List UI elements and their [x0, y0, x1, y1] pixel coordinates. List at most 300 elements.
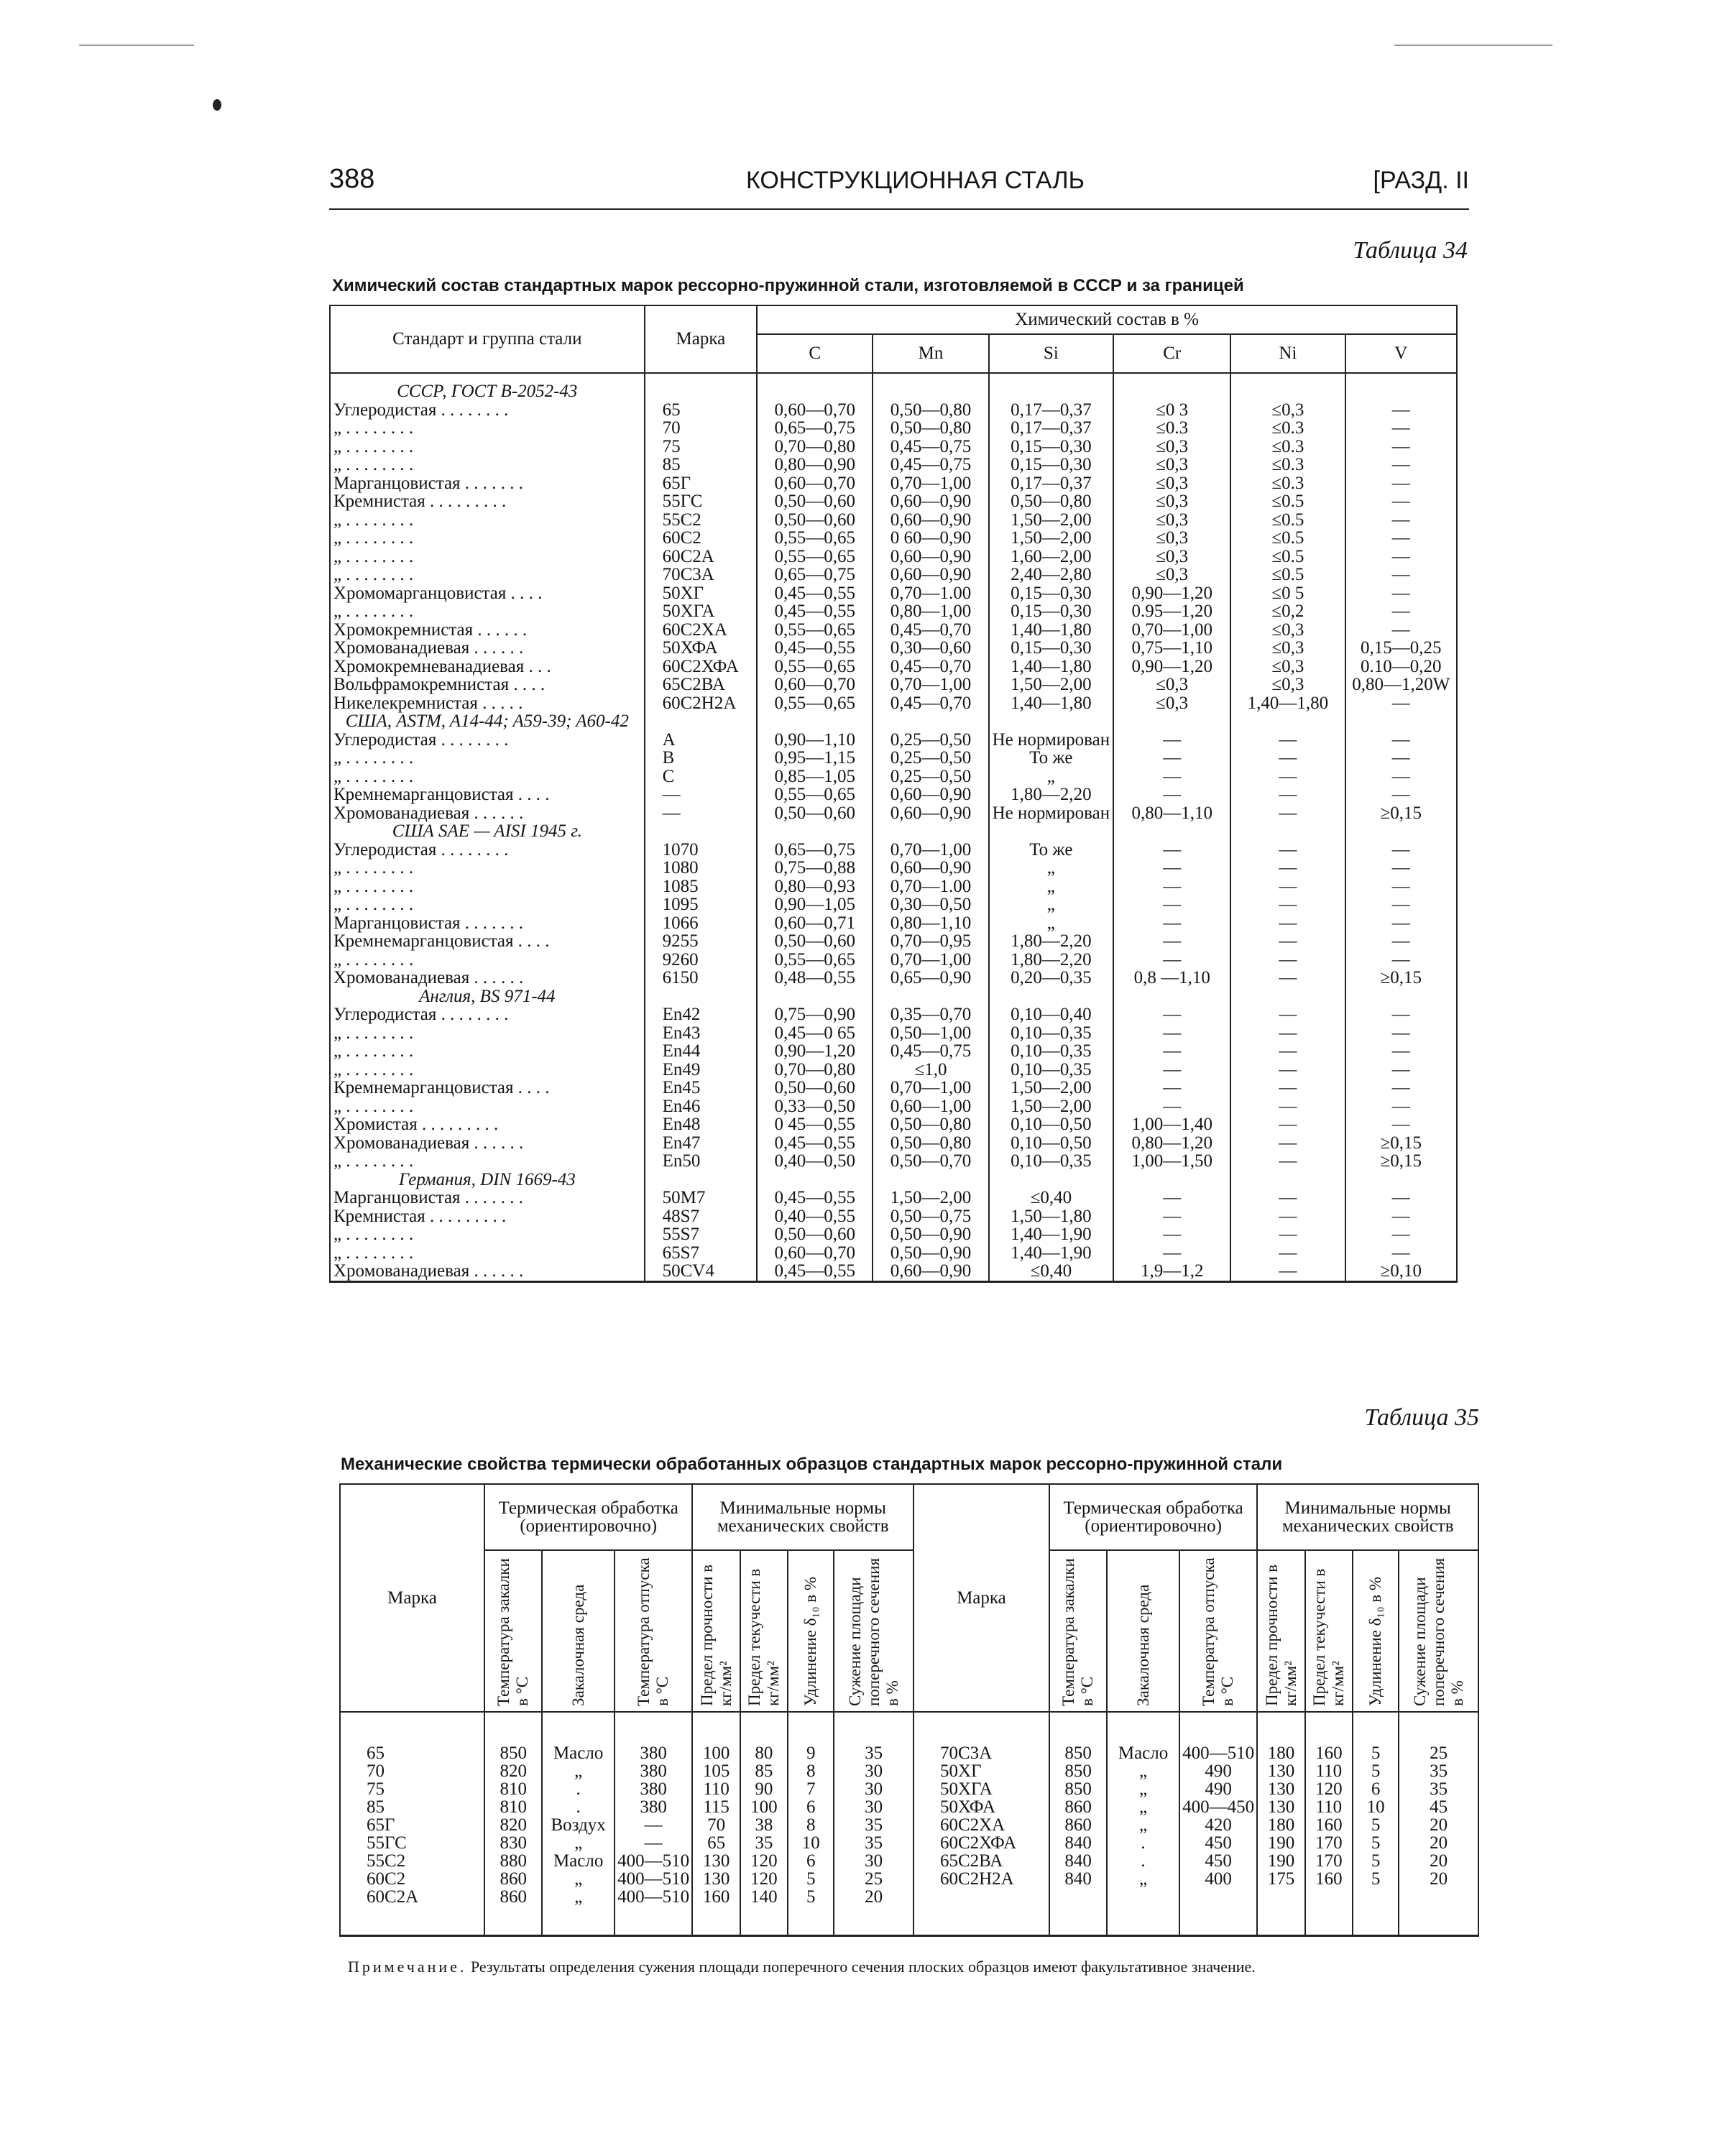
steel-mark: 55ГС: [645, 492, 758, 511]
composition-value: 1,50—2,00: [989, 1097, 1114, 1116]
table35-col-right-marks: [913, 1712, 1049, 1936]
composition-value: [1113, 1171, 1230, 1189]
composition-value: [757, 1171, 873, 1189]
table35-cell: 190: [1267, 1833, 1295, 1853]
composition-value: 0,70—1,00: [873, 474, 988, 493]
composition-value: [1230, 822, 1345, 841]
table35-cell: 860: [1064, 1815, 1092, 1835]
th35-col: [788, 1550, 834, 1712]
steel-group: „ . . . . . . . .: [330, 1097, 645, 1116]
steel-group: Кремнемарганцовистая . . . .: [330, 932, 645, 951]
steel-group: „ . . . . . . . .: [330, 768, 645, 786]
steel-group: „ . . . . . . . .: [330, 602, 645, 621]
steel-group: „ . . . . . . . .: [330, 877, 645, 896]
composition-value: ≤0,3: [1113, 474, 1230, 493]
composition-value: ≤0,3: [1113, 548, 1230, 566]
composition-value: 0,80—1,10: [1113, 804, 1230, 823]
composition-value: 0,15—0,30: [989, 639, 1114, 658]
steel-group: „ . . . . . . . .: [330, 1225, 645, 1244]
composition-value: [873, 987, 988, 1006]
composition-value: —: [1345, 877, 1457, 896]
composition-value: —: [1230, 1079, 1345, 1097]
composition-value: Не нормирован: [989, 731, 1114, 750]
composition-value: —: [1230, 914, 1345, 933]
table35-cell: 8: [806, 1761, 816, 1781]
composition-value: —: [1230, 859, 1345, 877]
composition-value: —: [1113, 877, 1230, 896]
composition-value: —: [1345, 1097, 1457, 1116]
composition-value: 0,55—0,65: [757, 786, 873, 804]
steel-group: „ . . . . . . . .: [330, 1061, 645, 1079]
composition-value: 0,55—0,65: [757, 658, 873, 676]
composition-value: 0,55—0,65: [757, 621, 873, 640]
composition-value: 0,70—1,00: [873, 951, 988, 969]
table35-cell: 100: [750, 1797, 778, 1817]
table34-row: [330, 914, 1457, 933]
composition-value: [989, 987, 1114, 1006]
steel-group: Хромованадиевая . . . . . .: [330, 1262, 645, 1281]
composition-value: [1113, 712, 1230, 731]
composition-value: 0,50—0,60: [757, 804, 873, 823]
steel-mark: En48: [645, 1115, 758, 1134]
composition-value: 0,75—0,88: [757, 859, 873, 877]
table35-cell: 180: [1267, 1815, 1295, 1835]
table35-cell: Масло: [553, 1851, 604, 1871]
table35-cell: 9: [806, 1743, 816, 1763]
table35-cell: 130: [702, 1869, 730, 1889]
composition-value: ≤0.5: [1230, 548, 1345, 566]
table35-cell: .: [1141, 1833, 1146, 1853]
table35-cell: 450: [1205, 1851, 1232, 1871]
composition-value: 0,80—1,10: [873, 914, 988, 933]
composition-value: 0,8 —1,10: [1113, 969, 1230, 987]
composition-value: 0,15—0,25: [1345, 639, 1457, 658]
table35-cell: 105: [702, 1761, 730, 1781]
table34-row: [330, 529, 1457, 548]
composition-value: ≤0,3: [1113, 492, 1230, 511]
steel-mark: 85: [645, 456, 758, 474]
steel-group: Вольфрамокремнистая . . . .: [330, 676, 645, 694]
composition-value: [989, 373, 1114, 401]
composition-value: 0,50—0,60: [757, 492, 873, 511]
composition-value: 0,80—0,93: [757, 877, 873, 896]
table34-row: [330, 859, 1457, 877]
table35-cell: „: [574, 1869, 583, 1889]
composition-value: ≤0,3: [1230, 676, 1345, 694]
table35-cell: 140: [750, 1887, 778, 1907]
composition-value: —: [1230, 804, 1345, 823]
composition-value: —: [1345, 529, 1457, 548]
composition-value: ≤0,3: [1113, 566, 1230, 584]
th-chem: Химический состав в %: [757, 305, 1457, 334]
th35-heat-right: Термическая обработка (ориентировочно): [1049, 1484, 1257, 1550]
table35-cell: 850: [1064, 1761, 1092, 1781]
steel-group: „ . . . . . . . .: [330, 419, 645, 438]
composition-value: —: [1113, 1005, 1230, 1024]
composition-value: [757, 373, 873, 401]
steel-group: „ . . . . . . . .: [330, 511, 645, 530]
composition-value: —: [1345, 511, 1457, 530]
composition-value: —: [1230, 895, 1345, 914]
composition-value: 0,50—0,70: [873, 1152, 988, 1171]
composition-value: —: [1345, 895, 1457, 914]
table35-cell: 110: [1315, 1761, 1343, 1781]
page-number: 388: [329, 164, 375, 194]
composition-value: —: [1345, 492, 1457, 511]
steel-mark: 1080: [645, 859, 758, 877]
composition-value: —: [1113, 1042, 1230, 1061]
composition-value: —: [1113, 786, 1230, 804]
table34-row: [330, 1207, 1457, 1226]
steel-mark: 9260: [645, 951, 758, 969]
composition-value: 0,50—0,60: [757, 1079, 873, 1097]
table35-cell: 38: [755, 1815, 773, 1835]
composition-value: 0,50—0,60: [757, 1225, 873, 1244]
composition-value: 0,10—0,40: [989, 1005, 1114, 1024]
composition-value: —: [1230, 1189, 1345, 1207]
table35-col-right-medium: [1107, 1712, 1179, 1936]
steel-mark: En44: [645, 1042, 758, 1061]
table35-col-left-temper: [615, 1712, 693, 1936]
composition-value: [1230, 712, 1345, 731]
table35-cell: 50ХФА: [939, 1797, 996, 1817]
th35-col: [1305, 1550, 1353, 1712]
composition-value: —: [1230, 1097, 1345, 1116]
th-el: Mn: [873, 334, 988, 373]
steel-group: Марганцовистая . . . . . . .: [330, 474, 645, 493]
table35-cell: 55С2: [367, 1851, 406, 1871]
composition-value: 0,60—0,90: [873, 492, 988, 511]
table35-cell: 85: [367, 1797, 385, 1817]
table34-row: [330, 548, 1457, 566]
composition-value: [873, 373, 988, 401]
table35-cell: 35: [865, 1833, 883, 1853]
composition-value: 2,40—2,80: [989, 566, 1114, 584]
composition-value: 0 60—0,90: [873, 529, 988, 548]
composition-value: ≤0 5: [1230, 584, 1345, 603]
table35-cell: 115: [703, 1797, 730, 1817]
th35-col-label: Предел прочности в кг/мм²: [697, 1565, 735, 1706]
composition-value: —: [1230, 786, 1345, 804]
composition-value: 0,70—0,95: [873, 932, 988, 951]
th35-col: [1257, 1550, 1304, 1712]
composition-value: —: [1230, 768, 1345, 786]
composition-value: „: [989, 914, 1114, 933]
composition-value: —: [1345, 1244, 1457, 1263]
table35-cell: 20: [1430, 1815, 1448, 1835]
steel-mark: 1070: [645, 841, 758, 860]
th35-col-label: Сужение площади поперечного сечения в %: [845, 1557, 901, 1706]
th35-col-label: Закалочная среда: [1133, 1584, 1152, 1706]
table34-row: [330, 1189, 1457, 1207]
steel-group: „ . . . . . . . .: [330, 566, 645, 584]
composition-value: 0,45—0,55: [757, 1134, 873, 1153]
composition-value: 1,40—1,80: [989, 621, 1114, 640]
th35-col: [1179, 1550, 1258, 1712]
composition-value: 0,40—0,50: [757, 1152, 873, 1171]
composition-value: —: [1230, 1134, 1345, 1153]
table35-cell: „: [1138, 1815, 1148, 1835]
composition-value: „: [989, 877, 1114, 896]
composition-value: —: [1113, 1097, 1230, 1116]
composition-value: —: [1113, 1244, 1230, 1263]
table35-cell: 860: [1064, 1797, 1092, 1817]
composition-value: —: [1230, 1225, 1345, 1244]
table35-cell: 60С2: [367, 1869, 406, 1889]
composition-value: ≤0.3: [1230, 419, 1345, 438]
composition-value: 0,15—0,30: [989, 584, 1114, 603]
table34-row: [330, 621, 1457, 640]
composition-value: 0,45—0,70: [873, 621, 988, 640]
composition-value: —: [1345, 731, 1457, 750]
composition-value: ≤0.5: [1230, 566, 1345, 584]
composition-value: 0 45—0,55: [757, 1115, 873, 1134]
table35-cell: 20: [1430, 1833, 1448, 1853]
composition-value: 1,00—1,50: [1113, 1152, 1230, 1171]
table34-row: [330, 951, 1457, 969]
composition-value: —: [1113, 841, 1230, 860]
table34-row: [330, 786, 1457, 804]
table35-cell: 850: [500, 1743, 527, 1763]
steel-group: „ . . . . . . . .: [330, 951, 645, 969]
table35-cell: 20: [1430, 1869, 1448, 1889]
composition-value: —: [1345, 1189, 1457, 1207]
table34-row: [330, 1024, 1457, 1043]
composition-value: 1,50—2,00: [989, 511, 1114, 530]
table35-cell: 7: [806, 1779, 816, 1799]
table34-row: [330, 895, 1457, 914]
steel-group: Кремнистая . . . . . . . . .: [330, 1207, 645, 1226]
composition-value: —: [1345, 1079, 1457, 1097]
table35-cell: „: [574, 1761, 583, 1781]
composition-value: —: [1230, 1061, 1345, 1079]
th-el: V: [1345, 334, 1457, 373]
composition-value: ≤0.5: [1230, 529, 1345, 548]
composition-value: 0,17—0,37: [989, 474, 1114, 493]
steel-mark: 60С2А: [645, 548, 758, 566]
composition-value: —: [1345, 841, 1457, 860]
table35-cell: 850: [1064, 1743, 1092, 1763]
composition-value: 0,45—0 65: [757, 1024, 873, 1043]
table35-cell: 380: [640, 1797, 667, 1817]
table35-cell: 20: [865, 1887, 883, 1907]
th-el: Cr: [1113, 334, 1230, 373]
composition-value: —: [1113, 914, 1230, 933]
th-mark: Марка: [645, 305, 758, 373]
th35-col-label: Предел текучести в кг/мм²: [1310, 1568, 1347, 1706]
composition-value: —: [1113, 895, 1230, 914]
composition-value: ≤0,40: [989, 1189, 1114, 1207]
table35-col-right-yield: [1305, 1712, 1353, 1936]
th35-col: [692, 1550, 740, 1712]
table35-cell: 380: [640, 1761, 667, 1781]
th-el: C: [757, 334, 873, 373]
steel-mark: En42: [645, 1005, 758, 1024]
composition-value: 0,90—1,20: [757, 1042, 873, 1061]
composition-value: —: [1345, 749, 1457, 768]
composition-value: 0,25—0,50: [873, 749, 988, 768]
composition-value: ≤0,3: [1230, 658, 1345, 676]
composition-value: 0,55—0,65: [757, 529, 873, 548]
th35-col-label: Предел прочности в кг/мм²: [1262, 1565, 1299, 1706]
table34-row: [330, 474, 1457, 493]
composition-value: [873, 712, 988, 731]
table35-cell: 170: [1315, 1851, 1343, 1871]
table34-row: [330, 456, 1457, 474]
steel-group: Хромованадиевая . . . . . .: [330, 804, 645, 823]
composition-value: [1345, 1171, 1457, 1189]
table35-cell: 35: [1430, 1779, 1448, 1799]
composition-value: 0,35—0,70: [873, 1005, 988, 1024]
composition-value: 1,40—1,80: [989, 658, 1114, 676]
table34-number: Таблица 34: [1353, 237, 1468, 264]
composition-value: —: [1345, 1042, 1457, 1061]
composition-value: ≥0,15: [1345, 969, 1457, 987]
table35-cell: 810: [500, 1797, 527, 1817]
composition-value: 0,45—0,75: [873, 1042, 988, 1061]
composition-value: 0,90—1,20: [1113, 584, 1230, 603]
composition-value: 0,70—1,00: [873, 676, 988, 694]
composition-value: 0,45—0,55: [757, 1189, 873, 1207]
table35-cell: 5: [1371, 1851, 1381, 1871]
steel-group: „ . . . . . . . .: [330, 1042, 645, 1061]
composition-value: 1,9—1,2: [1113, 1262, 1230, 1281]
composition-value: 0,60—0,90: [873, 786, 988, 804]
table35-cell: 6: [806, 1851, 816, 1871]
composition-value: 0,45—0,55: [757, 639, 873, 658]
composition-value: [989, 712, 1114, 731]
composition-value: —: [1113, 932, 1230, 951]
table35-cell: 45: [1430, 1797, 1448, 1817]
table35-cell: 400—510: [617, 1851, 690, 1871]
composition-value: ≤0,3: [1113, 511, 1230, 530]
composition-value: 0,17—0,37: [989, 401, 1114, 420]
composition-value: 0,25—0,50: [873, 768, 988, 786]
table35-cell: .: [576, 1779, 581, 1799]
composition-value: 0,48—0,55: [757, 969, 873, 987]
steel-mark: 70С3А: [645, 566, 758, 584]
composition-value: 0,70—1,00: [1113, 621, 1230, 640]
composition-value: —: [1345, 566, 1457, 584]
steel-mark: 65: [645, 401, 758, 420]
steel-mark: 1085: [645, 877, 758, 896]
th35-col-label: Температура закалки в °C: [1059, 1558, 1097, 1706]
th35-col: [615, 1550, 693, 1712]
composition-value: —: [1230, 1005, 1345, 1024]
table35-cell: 5: [806, 1869, 816, 1889]
composition-value: 0,90—1,10: [757, 731, 873, 750]
composition-value: —: [1345, 456, 1457, 474]
th35-col: [542, 1550, 615, 1712]
steel-mark: 60С2Н2А: [645, 694, 758, 713]
header-section: [РАЗД. II: [1373, 167, 1469, 194]
composition-value: —: [1113, 859, 1230, 877]
steel-mark: —: [645, 804, 758, 823]
composition-value: [1345, 987, 1457, 1006]
steel-group: „ . . . . . . . .: [330, 529, 645, 548]
composition-value: 0,50—0,75: [873, 1207, 988, 1226]
steel-mark: En46: [645, 1097, 758, 1116]
composition-value: 0,60—1,00: [873, 1097, 988, 1116]
th35-mark-right: Марка: [913, 1484, 1049, 1712]
table34-row: [330, 731, 1457, 750]
composition-value: 0,60—0,70: [757, 676, 873, 694]
composition-value: 0,70—1.00: [873, 584, 988, 603]
table34-row: [330, 1042, 1457, 1061]
table35-cell: „: [574, 1833, 583, 1853]
steel-group: Кремнемарганцовистая . . . .: [330, 1079, 645, 1097]
steel-group: Кремнемарганцовистая . . . .: [330, 786, 645, 804]
composition-value: [1345, 373, 1457, 401]
table35-cell: 30: [865, 1851, 883, 1871]
composition-value: 1,80—2,20: [989, 932, 1114, 951]
th35-col: [1399, 1550, 1478, 1712]
steel-group: Кремнистая . . . . . . . . .: [330, 492, 645, 511]
table34-row: [330, 419, 1457, 438]
scan-edge-line: [79, 45, 194, 46]
table35-cell: 380: [640, 1743, 667, 1763]
table34-row: [330, 768, 1457, 786]
table35-col-left-reduct: [834, 1712, 913, 1936]
composition-value: —: [1230, 932, 1345, 951]
steel-mark: 9255: [645, 932, 758, 951]
table35-cell: 60С2ХФА: [939, 1833, 1017, 1853]
table35-cell: 840: [1064, 1851, 1092, 1871]
th35-col-label: Удлинение δ₁₀ в %: [1366, 1576, 1385, 1706]
table34-row: [330, 639, 1457, 658]
table35-cell: 5: [1371, 1869, 1381, 1889]
composition-value: —: [1230, 951, 1345, 969]
table35-cell: .: [1141, 1851, 1146, 1871]
composition-value: 0,50—0,80: [989, 492, 1114, 511]
steel-group: Хромованадиевая . . . . . .: [330, 639, 645, 658]
table34-row: [330, 658, 1457, 676]
table35: [339, 1483, 1479, 1937]
steel-mark: [645, 712, 758, 731]
composition-value: —: [1345, 401, 1457, 420]
composition-value: —: [1345, 1225, 1457, 1244]
table35-col-left-elong: [788, 1712, 834, 1936]
table35-cell: 25: [1430, 1743, 1448, 1763]
table35-cell: 130: [1267, 1761, 1295, 1781]
steel-mark: 1095: [645, 895, 758, 914]
steel-mark: C: [645, 768, 758, 786]
steel-mark: En49: [645, 1061, 758, 1079]
composition-value: 0,25—0,50: [873, 731, 988, 750]
composition-value: —: [1230, 1042, 1345, 1061]
table35-cell: 30: [865, 1779, 883, 1799]
composition-value: ≤0.3: [1230, 438, 1345, 456]
composition-value: 0,60—0,70: [757, 1244, 873, 1263]
composition-value: ≤0.3: [1230, 474, 1345, 493]
th35-col-label: Температура отпуска в °C: [635, 1557, 672, 1706]
composition-value: ≥0,15: [1345, 1152, 1457, 1171]
table35-cell: 35: [865, 1743, 883, 1763]
th35-col-label: Температура отпуска в °C: [1200, 1557, 1237, 1706]
composition-value: Не нормирован: [989, 804, 1114, 823]
composition-value: —: [1113, 1189, 1230, 1207]
table35-cell: Масло: [553, 1743, 604, 1763]
composition-value: ≤0,3: [1230, 401, 1345, 420]
steel-mark: [645, 1171, 758, 1189]
footnote-text: Результаты определения сужения площади поперечного сечения плоских образцов имеют факультативное значение.: [470, 1958, 1256, 1976]
table35-cell: 160: [1315, 1815, 1343, 1835]
composition-value: —: [1345, 602, 1457, 621]
composition-value: То же: [989, 749, 1114, 768]
composition-value: 1,60—2,00: [989, 548, 1114, 566]
composition-value: 1,80—2,20: [989, 786, 1114, 804]
table35-cell: 6: [1371, 1779, 1381, 1799]
